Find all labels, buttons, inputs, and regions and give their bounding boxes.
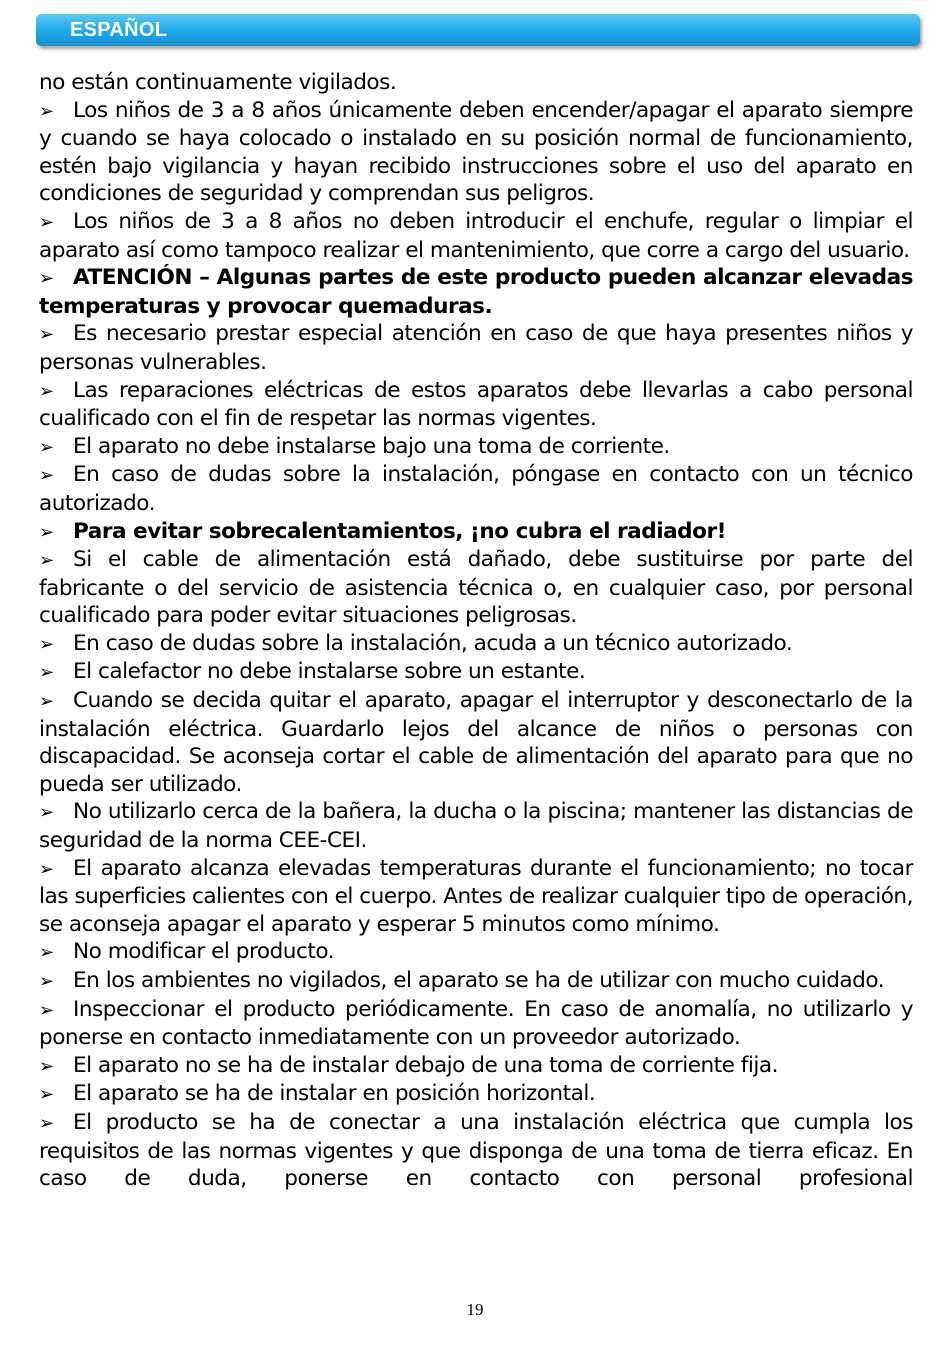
instruction-text: ATENCIÓN – Algunas partes de este producto pueden alcanzar elevadas temperaturas y provocar quemaduras.	[39, 265, 913, 319]
arrow-bullet-icon: ➢	[39, 802, 54, 824]
instruction-text: El calefactor no debe instalarse sobre un estante.	[73, 659, 586, 685]
instruction-item	[39, 377, 913, 433]
arrow-bullet-icon: ➢	[39, 550, 54, 572]
arrow-bullet-icon: ➢	[39, 380, 54, 402]
instruction-item	[39, 264, 913, 320]
instruction-item	[39, 461, 913, 517]
instruction-item	[39, 97, 913, 208]
arrow-bullet-icon: ➢	[39, 211, 54, 233]
instruction-item	[39, 798, 913, 854]
instruction-item	[39, 855, 913, 939]
arrow-bullet-icon: ➢	[39, 324, 54, 346]
instruction-item	[39, 1109, 913, 1193]
instruction-item	[39, 1080, 913, 1109]
language-header-bar	[36, 14, 920, 46]
arrow-bullet-icon: ➢	[39, 1055, 54, 1077]
instruction-text: No utilizarlo cerca de la bañera, la ducha o la piscina; mantener las distancias de seguridad de la norma CEE-CEI.	[39, 799, 913, 854]
instruction-item	[39, 320, 913, 376]
instruction-text: El aparato no se ha de instalar debajo de una toma de corriente fija.	[73, 1052, 778, 1078]
arrow-bullet-icon: ➢	[39, 1084, 54, 1106]
arrow-bullet-icon: ➢	[39, 521, 54, 543]
instruction-text: Las reparaciones eléctricas de estos aparatos debe llevarlas a cabo personal cualificado con el fin de respetar las normas vigentes.	[39, 377, 913, 432]
instruction-text: Si el cable de alimentación está dañado, debe sustituirse por parte del fabricante o del servicio de asistencia técnica o, en cualquier caso, por personal cualificado para poder evitar situaciones peligrosas.	[39, 547, 913, 629]
instruction-list	[39, 97, 913, 1193]
instruction-item	[39, 658, 913, 687]
arrow-bullet-icon: ➢	[39, 436, 54, 458]
instruction-text: El aparato no debe instalarse bajo una toma de corriente.	[73, 433, 670, 459]
arrow-bullet-icon: ➢	[39, 691, 54, 713]
arrow-bullet-icon: ➢	[39, 942, 54, 964]
instruction-item	[39, 938, 913, 967]
instruction-item	[39, 208, 913, 264]
instruction-item	[39, 518, 913, 547]
instruction-text: Los niños de 3 a 8 años no deben introducir el enchufe, regular o limpiar el aparato así como tampoco realizar el mantenimiento, que corre a cargo del usuario.	[39, 208, 913, 263]
safety-instructions	[39, 69, 913, 1193]
instruction-text: Es necesario prestar especial atención en caso de que haya presentes niños y personas vulnerables.	[39, 321, 913, 375]
instruction-text: Los niños de 3 a 8 años únicamente deben encender/apagar el aparato siempre y cuando se haya colocado o instalado en su posición normal de funcionamiento, estén bajo vigilancia y hayan recibido instrucciones sobre el uso del aparato en condiciones de seguridad y comprendan sus peligros.	[39, 97, 913, 207]
intro-text: no están continuamente vigilados.	[39, 70, 397, 95]
arrow-bullet-icon: ➢	[39, 858, 54, 880]
arrow-bullet-icon: ➢	[39, 633, 54, 655]
instruction-text: Inspeccionar el producto periódicamente. En caso de anomalía, no utilizarlo y ponerse en contacto inmediatamente con un proveedor autorizado.	[39, 996, 913, 1051]
instruction-text: En los ambientes no vigilados, el aparato se ha de utilizar con mucho cuidado.	[73, 968, 885, 993]
page-number: 19	[466, 1300, 484, 1319]
arrow-bullet-icon: ➢	[39, 1112, 54, 1134]
instruction-text: En caso de dudas sobre la instalación, póngase en contacto con un técnico autorizado.	[39, 462, 913, 516]
instruction-item	[39, 687, 913, 798]
instruction-item	[39, 967, 913, 996]
instruction-item	[39, 996, 913, 1052]
instruction-text: Cuando se decida quitar el aparato, apagar el interruptor y desconectarlo de la instalación eléctrica. Guardarlo lejos del alcance de niños o personas con discapacidad. Se aconseja cortar el cable de alimentación del aparato para que no pueda ser utilizado.	[39, 688, 913, 797]
language-title: ESPAÑOL	[70, 19, 168, 41]
instruction-text: En caso de dudas sobre la instalación, acuda a un técnico autorizado.	[73, 630, 793, 656]
instruction-item	[39, 433, 913, 462]
instruction-text: El producto se ha de conectar a una instalación eléctrica que cumpla los requisitos de las normas vigentes y que disponga de una toma de tierra eficaz. En caso de duda, ponerse en contacto con personal profesional	[39, 1109, 913, 1192]
arrow-bullet-icon: ➢	[39, 971, 54, 992]
instruction-text: No modificar el producto.	[73, 939, 335, 965]
instruction-text: El aparato se ha de instalar en posición horizontal.	[73, 1081, 596, 1107]
instruction-item	[39, 546, 913, 630]
arrow-bullet-icon: ➢	[39, 999, 54, 1021]
arrow-bullet-icon: ➢	[39, 662, 54, 684]
instruction-text: El aparato alcanza elevadas temperaturas durante el funcionamiento; no tocar las superficies calientes con el cuerpo. Antes de realizar cualquier tipo de operación, se aconseja apagar el aparato y esperar 5 minutos como mínimo.	[39, 855, 913, 937]
instruction-item	[39, 630, 913, 659]
arrow-bullet-icon: ➢	[39, 100, 54, 122]
instruction-text: Para evitar sobrecalentamientos, ¡no cubra el radiador!	[73, 518, 726, 544]
arrow-bullet-icon: ➢	[39, 268, 54, 290]
arrow-bullet-icon: ➢	[39, 465, 54, 487]
instruction-item	[39, 1052, 913, 1081]
